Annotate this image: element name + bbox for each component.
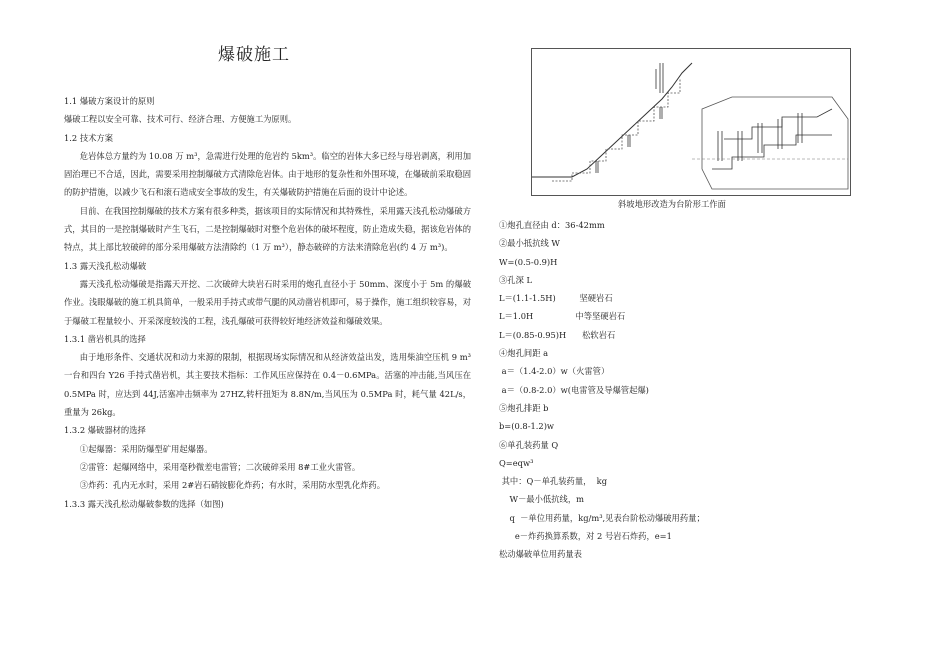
section-1-3-1-heading: 1.3.1 凿岩机具的选择 xyxy=(64,333,146,344)
left-column xyxy=(64,92,471,513)
param-line: ①炮孔直径由 d：36-42mm xyxy=(499,220,605,230)
section-1-2-heading: 1.2 技术方案 xyxy=(64,132,114,143)
right-column xyxy=(499,216,879,564)
param-line: W－最小低抗线，m xyxy=(499,494,585,505)
param-line: a＝（0.8-2.0）w(电雷管及导爆管起爆) xyxy=(499,384,649,395)
param-line: b=(0.8-1.2)w xyxy=(499,421,555,432)
param-line: q －单位用药量，kg/m³,见表台阶松动爆破用药量； xyxy=(499,512,705,523)
section-1-3-2-heading: 1.3.2 爆破器材的选择 xyxy=(64,425,146,436)
paragraph-technical-plan: 危岩体总方量约为 10.08 万 m³，急需进行处理的危岩约 5km³。临空的岩体大多已经与母岩剥离，利用加固治理已不合适，因此，需要采用控制爆破方式清除危岩体。由于地形的复杂性和外围环境，在爆破前采取稳固的防护措施，以减少飞石和滚石造成安全事故的发生，有关爆破防护措施在后面的设计中论述。 xyxy=(64,150,471,198)
param-line: W=(0.5-0.9)H xyxy=(499,256,558,267)
param-line: 其中：Q－单孔装药量， kg xyxy=(499,476,608,487)
table-title: 松动爆破单位用药量表 xyxy=(499,549,582,560)
param-line: ⑥单孔装药量 Q xyxy=(499,439,559,450)
paragraph-blasting-method: 目前、在我国控制爆破的技术方案有很多种类，据该项目的实际情况和其特殊性，采用露天浅孔松动爆破方式，其目的一是控制爆破时产生飞石，二是控制爆破时对整个危岩体的破坏程度，防止造成失稳，据该危岩体的特点，其上部比较破碎的部分采用爆破方法清除约（1 万 m³），静态破碎的方法来清除危岩(约 4 万 m³)。 xyxy=(64,205,471,253)
list-item-detonator: ②雷管：起爆网络中，采用毫秒微差电雷管；二次破碎采用 8#工业火雷管。 xyxy=(79,461,361,472)
section-1-3-3-heading: 1.3.3 露天浅孔松动爆破参数的选择（如图) xyxy=(64,498,224,509)
param-line: L＝1.0H 中等坚硬岩石 xyxy=(499,311,626,322)
list-item-explosive: ③炸药：孔内无水时，采用 2#岩石硝铵膨化炸药；有水时，采用防水型乳化炸药。 xyxy=(79,480,386,491)
param-line: a＝（1.4-2.0）w（火雷管） xyxy=(499,366,610,377)
param-line: L＝(1.1-1.5H) 坚硬岩石 xyxy=(499,293,613,304)
section-1-3-heading: 1.3 露天浅孔松动爆破 xyxy=(64,260,147,271)
terrain-block xyxy=(702,97,848,189)
paragraph-shallow-hole: 露天浅孔松动爆破是指露天开挖、二次破碎大块岩石时采用的炮孔直径小于 50mm、深度小于 5m 的爆破作业。浅眼爆破的施工机具简单，一般采用手持式或带气腿的风动凿岩机即可，易于操作，施工组织较容易，对于爆破工程量较小、开采深度较浅的工程，浅孔爆破可获得较好地经济效益和爆破效果。 xyxy=(64,278,471,326)
paragraph-drilling-tools: 由于地形条件、交通状况和动力来源的限制，根据现场实际情况和从经济效益出发，选用柴油空压机 9 m³一台和四台 Y26 手持式凿岩机，其主要技术指标：工作风压应保持在 0.4－0.6MPa。活塞的冲击能,当风压在 0.5MPa 时，应达到 44J,活塞冲击频率为 27HZ,转杆扭矩为 8.8N/m,当风压为 0.5MPa 时，耗气量 42L/s，重量为 26kg。 xyxy=(64,352,471,418)
param-line: ③孔深 L xyxy=(499,274,533,285)
param-line: ②最小抵抗线 W xyxy=(499,238,560,249)
section-1-1-heading: 1.1 爆破方案设计的原则 xyxy=(64,96,155,106)
param-line: e－炸药换算系数，对 2 号岩石炸药，e=1 xyxy=(499,531,672,542)
slope-diagram xyxy=(531,48,851,196)
param-line: ⑤炮孔排距 b xyxy=(499,402,549,413)
list-item-detonator-machine: ①起爆器：采用防爆型矿用起爆器。 xyxy=(79,443,213,454)
paragraph-principle: 爆破工程以安全可靠、技术可行、经济合理、方便施工为原则。 xyxy=(64,114,297,125)
page-title: 爆破施工 xyxy=(218,45,290,65)
slope-profile xyxy=(532,63,692,177)
figure-caption: 斜坡地形改造为台阶形工作面 xyxy=(618,199,726,209)
param-line: Q=eqw³ xyxy=(499,457,534,468)
param-line: L＝(0.85-0.95)H 松软岩石 xyxy=(499,329,616,340)
step-profile xyxy=(552,79,680,181)
param-line: ④炮孔间距 a xyxy=(499,348,549,359)
